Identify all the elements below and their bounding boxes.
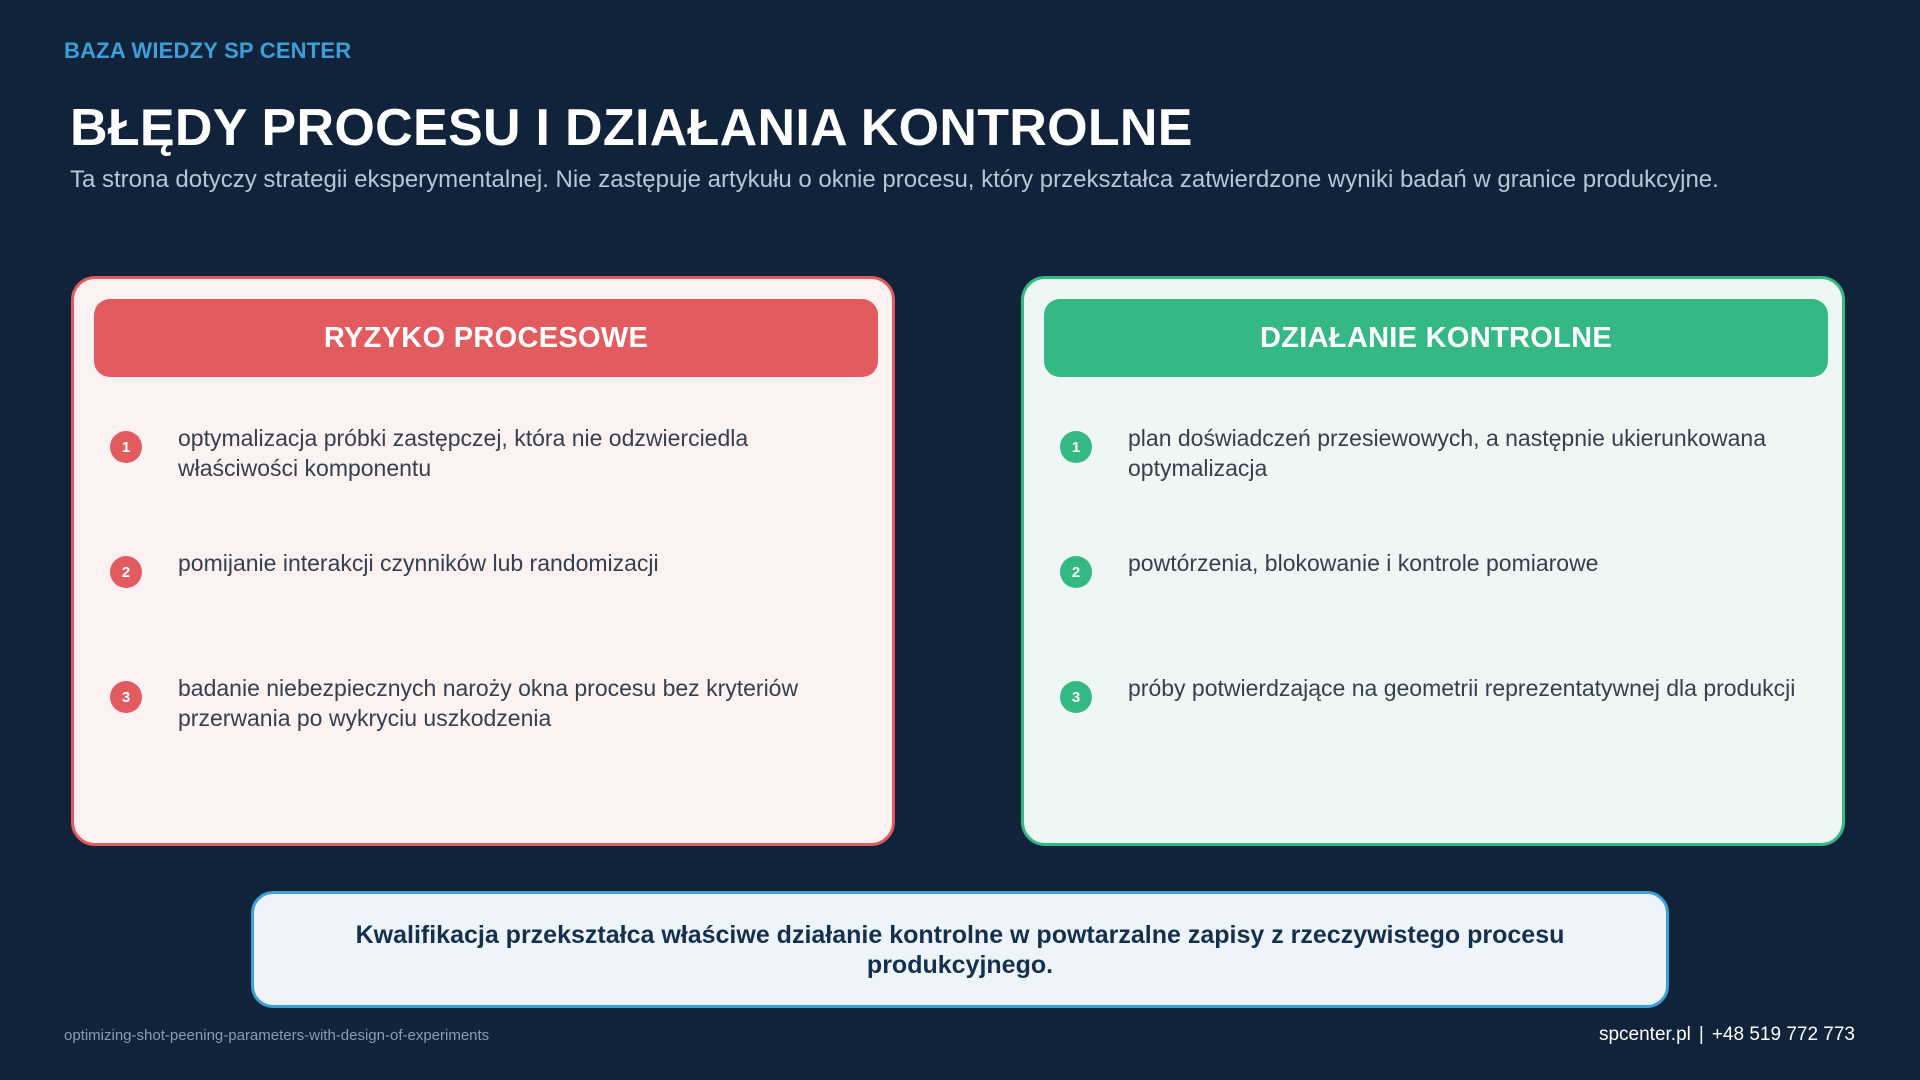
footer-contact [1599, 1024, 1855, 1046]
risk-item-text: optymalizacja próbki zastępczej, która nie odzwierciedla właściwości komponentu [178, 425, 749, 481]
footer-phone: +48 519 772 773 [1711, 1024, 1855, 1045]
risk-item-number: 3 [110, 681, 142, 713]
footer-separator: | [1698, 1024, 1704, 1045]
brand-label: BAZA WIEDZY SP CENTER [64, 38, 352, 63]
risk-panel-header: RYZYKO PROCESOWE [94, 299, 878, 377]
control-panel-header: DZIAŁANIE KONTROLNE [1044, 299, 1828, 377]
footer-website: spcenter.pl [1598, 1024, 1691, 1045]
summary-text: Kwalifikacja przekształca właściwe działanie kontrolne w powtarzalne zapisy z rzeczywistego procesu produkcyjnego. [355, 920, 1565, 979]
control-item-text: plan doświadczeń przesiewowych, a następnie ukierunkowana optymalizacja [1128, 425, 1766, 481]
risk-item-number: 2 [110, 556, 142, 588]
control-item-text: powtórzenia, blokowanie i kontrole pomiarowe [1128, 550, 1599, 576]
control-item-text: próby potwierdzające na geometrii reprezentatywnej dla produkcji [1128, 675, 1796, 701]
control-panel [1021, 276, 1845, 846]
risk-item-number: 1 [110, 431, 142, 463]
footer-slug: optimizing-shot-peening-parameters-with-design-of-experiments [64, 1027, 490, 1044]
risk-panel [71, 276, 895, 846]
page-title: BŁĘDY PROCESU I DZIAŁANIA KONTROLNE [70, 99, 1193, 157]
page-subtitle: Ta strona dotyczy strategii eksperymentalnej. Nie zastępuje artykułu o oknie procesu, który przekształca zatwierdzone wyniki badań w granice produkcyjne. [70, 166, 1719, 193]
summary-box [251, 891, 1669, 1008]
control-item-number: 3 [1060, 681, 1092, 713]
risk-item-text: badanie niebezpiecznych naroży okna procesu bez kryteriów przerwania po wykryciu uszkodzenia [178, 675, 799, 731]
risk-item-text: pomijanie interakcji czynników lub randomizacji [178, 550, 659, 576]
control-item-number: 2 [1060, 556, 1092, 588]
control-item-number: 1 [1060, 431, 1092, 463]
